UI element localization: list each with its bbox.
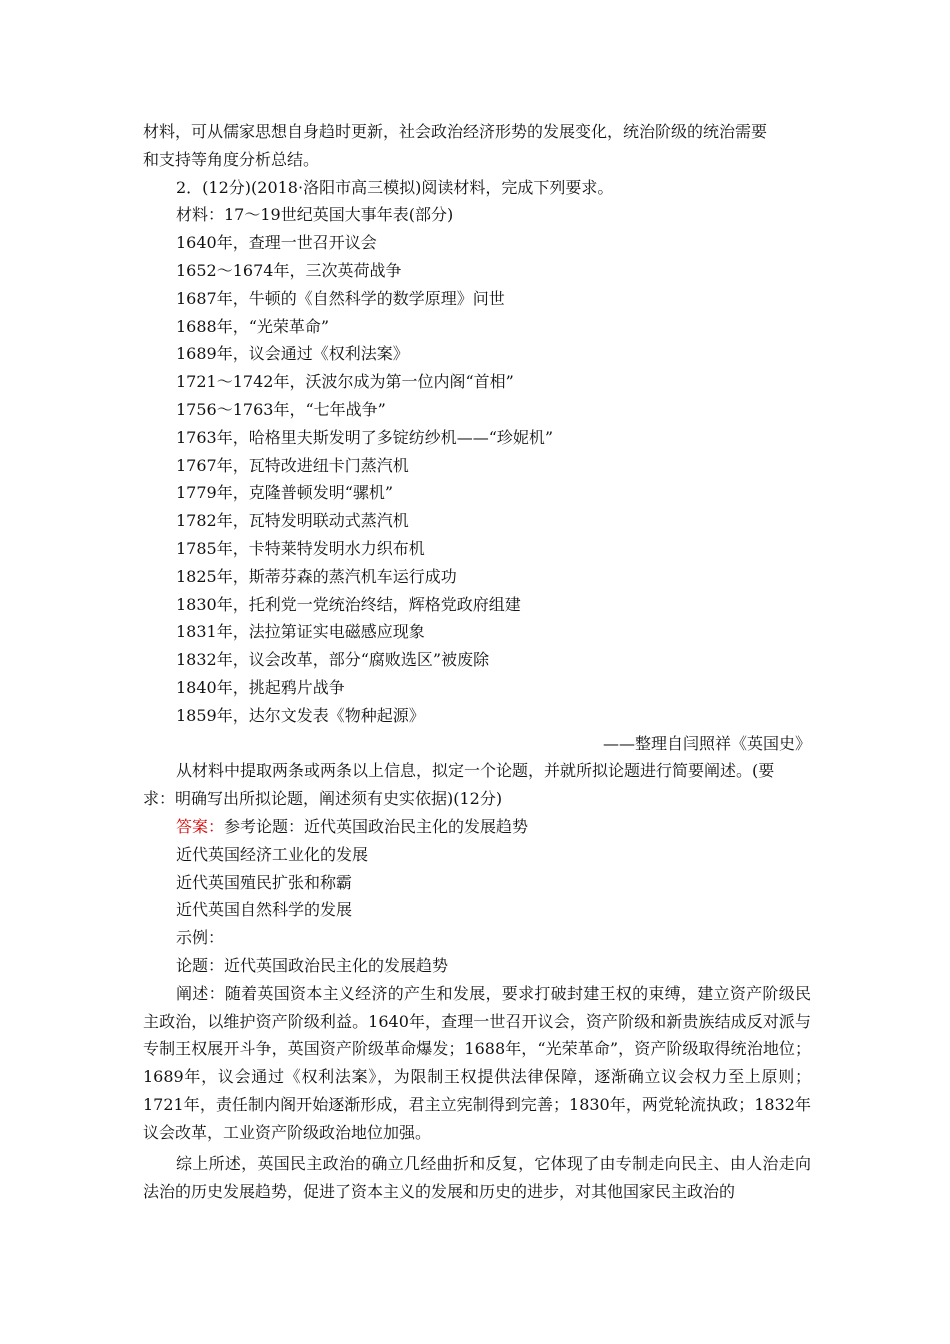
event-item: 1779年，克隆普顿发明“骡机” [176, 483, 394, 503]
source-citation: ——整理自闫照祥《英国史》 [602, 733, 811, 753]
material-title: 材料：17～19世纪英国大事年表(部分) [176, 205, 454, 225]
exposition-paragraph: 阐述：随着英国资本主义经济的产生和发展，要求打破封建王权的束缚，建立资产阶级民主政治，以维护资产阶级利益。1640年，查理一世召开议会，资产阶级和新贵族结成反对派与专制王权展开斗争，英国资产阶级革命爆发；1688年，“光荣革命”，资产阶级取得统治地位；1689年，议会通过《权利法案》，为限制王权提供法律保障，逐渐确立议会权力至上原则；1721年，责任制内阁开始逐渐形成，君主立宪制得到完善；1830年，两党轮流执政；1832年议会改革，工业资产阶级政治地位加强。 [143, 983, 811, 1142]
answer-label: 答案： [176, 816, 225, 836]
event-item: 1832年，议会改革，部分“腐败选区”被废除 [176, 650, 490, 670]
event-item: 1859年，达尔文发表《物种起源》 [176, 705, 425, 725]
reference-topic: 参考论题：近代英国政治民主化的发展趋势 [224, 816, 529, 836]
event-item: 1831年，法拉第证实电磁感应现象 [176, 622, 425, 642]
event-item: 1640年，查理一世召开议会 [176, 233, 377, 253]
event-item: 1767年，瓦特改进纽卡门蒸汽机 [176, 455, 409, 475]
page-content [143, 118, 811, 1206]
event-item: 1830年，托利党一党统治终结，辉格党政府组建 [176, 594, 521, 614]
question-header: 2．(12分)(2018·洛阳市高三模拟)阅读材料，完成下列要求。 [176, 177, 614, 197]
event-item: 1785年，卡特莱特发明水力织布机 [176, 538, 425, 558]
event-item: 1825年，斯蒂芬森的蒸汽机车运行成功 [176, 566, 457, 586]
intro-line-1: 材料，可从儒家思想自身趋时更新，社会政治经济形势的发展变化，统治阶级的统治需要 [143, 122, 768, 141]
topic-item: 近代英国殖民扩张和称霸 [176, 872, 353, 892]
thesis-line: 论题：近代英国政治民主化的发展趋势 [176, 955, 449, 975]
answer-first-line [143, 813, 811, 841]
event-item: 1840年，挑起鸦片战争 [176, 677, 345, 697]
event-item: 1756～1763年，“七年战争” [176, 399, 386, 419]
topic-item: 近代英国经济工业化的发展 [176, 844, 369, 864]
conclusion-paragraph: 综上所述，英国民主政治的确立几经曲折和反复，它体现了由专制走向民主、由人治走向法治的历史发展趋势，促进了资本主义的发展和历史的进步，对其他国家民主政治的 [143, 1154, 811, 1202]
event-list [143, 229, 811, 729]
event-item: 1687年，牛顿的《自然科学的数学原理》问世 [176, 288, 505, 308]
topic-item: 近代英国自然科学的发展 [176, 900, 353, 920]
event-item: 1763年，哈格里夫斯发明了多锭纺纱机——“珍妮机” [176, 427, 554, 447]
intro-line-2: 和支持等角度分析总结。 [143, 149, 320, 169]
prompt-line-1: 从材料中提取两条或两条以上信息，拟定一个论题，并就所拟论题进行简要阐述。(要 [176, 761, 775, 781]
prompt-line-2: 求：明确写出所拟论题，阐述须有史实依据)(12分) [143, 789, 503, 809]
event-item: 1652～1674年，三次英荷战争 [176, 260, 402, 280]
event-item: 1689年，议会通过《权利法案》 [176, 344, 409, 364]
event-item: 1782年，瓦特发明联动式蒸汽机 [176, 511, 409, 531]
example-label: 示例： [176, 928, 225, 948]
event-item: 1721～1742年，沃波尔成为第一位内阁“首相” [176, 372, 514, 392]
event-item: 1688年，“光荣革命” [176, 316, 330, 336]
